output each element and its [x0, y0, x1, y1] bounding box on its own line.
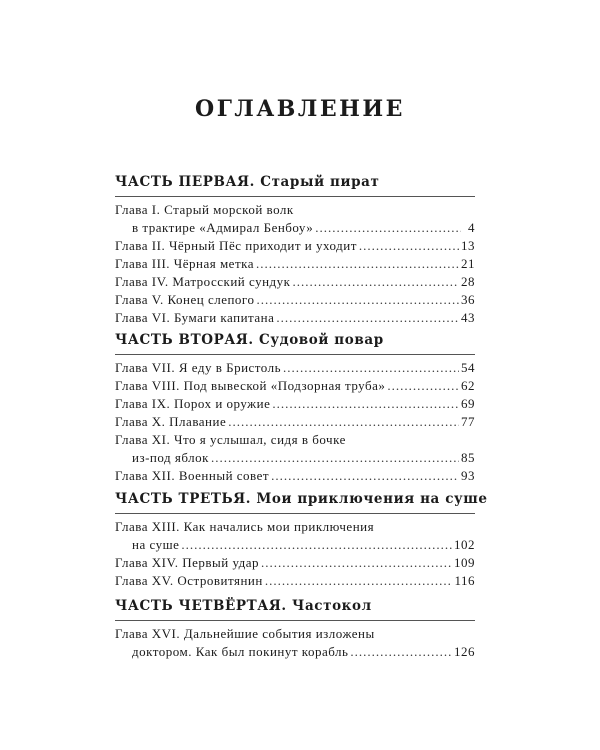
entry-title: Глава XIII. Как начались мои приключения [115, 519, 375, 534]
page-title: ОГЛАВЛЕНИЕ [195, 96, 405, 122]
page-number: 28 [461, 274, 475, 289]
part-2 [115, 332, 475, 485]
page-number: 54 [461, 360, 475, 375]
toc-entry[interactable] [115, 572, 475, 590]
part-4 [115, 598, 475, 661]
entry-title-continued: из-под яблок [132, 450, 209, 465]
dot-leader [283, 359, 459, 377]
toc-entry[interactable] [115, 377, 475, 395]
entry-title: Глава III. Чёрная метка [115, 256, 255, 271]
toc-entry[interactable] [115, 291, 475, 309]
entry-title: Глава IX. Порох и оружие [115, 396, 271, 411]
dot-leader [350, 643, 452, 661]
dot-leader [181, 536, 452, 554]
dot-leader [387, 377, 459, 395]
entry-title-continued: в трактире «Адмирал Бенбоу» [132, 220, 314, 235]
page-number: 43 [461, 310, 475, 325]
toc-entry[interactable] [115, 518, 475, 554]
entry-title: Глава XV. Островитянин [115, 573, 263, 588]
toc-entry[interactable] [115, 554, 475, 572]
toc-entry[interactable] [115, 359, 475, 377]
toc-entry[interactable] [115, 413, 475, 431]
entry-title: Глава II. Чёрный Пёс приходит и уходит [115, 238, 357, 253]
toc-entry[interactable] [115, 237, 475, 255]
dot-leader [256, 255, 459, 273]
toc-entry[interactable] [115, 273, 475, 291]
entry-title: Глава VII. Я еду в Бристоль [115, 360, 282, 375]
divider [115, 620, 475, 621]
toc-entry[interactable] [115, 431, 475, 467]
toc-entry[interactable] [115, 201, 475, 237]
dot-leader [265, 572, 453, 590]
divider [115, 513, 475, 514]
page-number: 126 [454, 644, 475, 659]
toc-entry[interactable] [115, 625, 475, 661]
entry-title-continued: на суше [132, 537, 180, 552]
page-number: 69 [461, 396, 475, 411]
entry-title-continued: доктором. Как был покинут корабль [132, 644, 349, 659]
page-number: 109 [454, 555, 475, 570]
dot-leader [228, 413, 459, 431]
page-number: 102 [454, 537, 475, 552]
dot-leader [272, 395, 459, 413]
entry-title: Глава X. Плавание [115, 414, 227, 429]
entry-title: Глава IV. Матросский сундук [115, 274, 291, 289]
entry-title: Глава VI. Бумаги капитана [115, 310, 275, 325]
toc-entry[interactable] [115, 309, 475, 327]
page-number: 85 [461, 450, 475, 465]
entry-title: Глава VIII. Под вывеской «Подзорная труба» [115, 378, 386, 393]
entry-title: Глава I. Старый морской волк [115, 202, 294, 217]
page-number: 36 [461, 292, 475, 307]
dot-leader [261, 554, 452, 572]
part-1 [115, 174, 475, 327]
part-heading: ЧАСТЬ ПЕРВАЯ. Старый пират [115, 174, 380, 190]
dot-leader [271, 467, 459, 485]
toc-entry[interactable] [115, 467, 475, 485]
dot-leader [293, 273, 460, 291]
dot-leader [276, 309, 459, 327]
page-number: 13 [461, 238, 475, 253]
page-number: 4 [468, 220, 475, 235]
page-number: 62 [461, 378, 475, 393]
part-heading: ЧАСТЬ ТРЕТЬЯ. Мои приключения на суше [115, 491, 488, 507]
entry-title: Глава XI. Что я услышал, сидя в бочке [115, 432, 346, 447]
divider [115, 354, 475, 355]
entry-title: Глава XIV. Первый удар [115, 555, 260, 570]
dot-leader [315, 219, 461, 237]
entry-title: Глава XII. Военный совет [115, 468, 270, 483]
divider [115, 196, 475, 197]
entry-title: Глава V. Конец слепого [115, 292, 255, 307]
part-heading: ЧАСТЬ ЧЕТВЁРТАЯ. Частокол [115, 598, 372, 614]
entry-title: Глава XVI. Дальнейшие события изложены [115, 626, 375, 641]
dot-leader [211, 449, 459, 467]
page-number: 21 [461, 256, 475, 271]
part-heading: ЧАСТЬ ВТОРАЯ. Судовой повар [115, 332, 384, 348]
page-number: 77 [461, 414, 475, 429]
page-number: 116 [454, 573, 475, 588]
page-number: 93 [461, 468, 475, 483]
dot-leader [359, 237, 459, 255]
dot-leader [256, 291, 459, 309]
toc-entry[interactable] [115, 395, 475, 413]
toc-entry[interactable] [115, 255, 475, 273]
part-3 [115, 491, 488, 590]
